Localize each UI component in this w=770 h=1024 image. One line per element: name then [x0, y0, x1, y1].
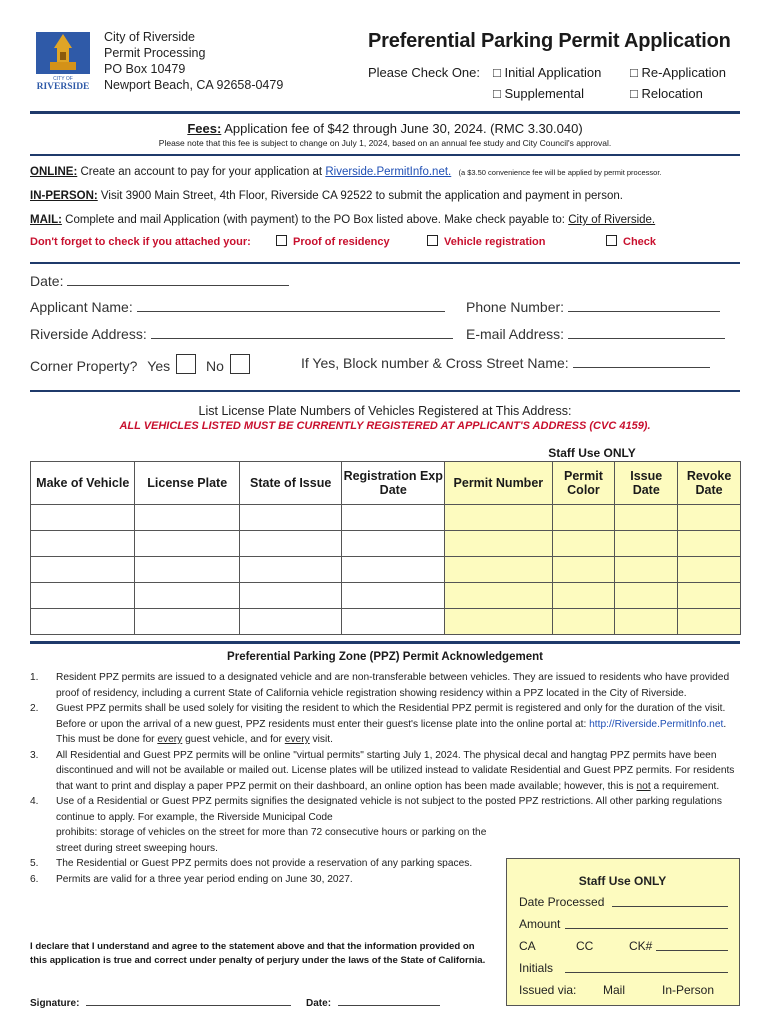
riverside-address-field[interactable] — [30, 326, 453, 342]
in-person-line — [30, 190, 623, 202]
issued-via-label: Issued via: — [519, 983, 577, 997]
cell-reg-exp[interactable] — [342, 583, 445, 609]
acknowledgement-title: Preferential Parking Zone (PPZ) Permit Acknowledgement — [227, 651, 543, 663]
cell-staff — [678, 531, 741, 557]
fees-line — [0, 121, 770, 136]
applicant-name-input-line[interactable] — [137, 299, 445, 312]
cell-staff — [445, 557, 552, 583]
table-row — [31, 583, 741, 609]
cell-staff — [445, 505, 552, 531]
staff-use-box — [506, 858, 740, 1006]
col-make-of-vehicle: Make of Vehicle — [31, 462, 135, 505]
cell-staff — [615, 609, 678, 635]
col-state-of-issue: State of Issue — [239, 462, 341, 505]
col-registration-exp-date: Registration Exp Date — [342, 462, 445, 505]
phone-input-line[interactable] — [568, 299, 720, 312]
cell-state[interactable] — [239, 609, 341, 635]
block-cross-street-input-line[interactable] — [573, 355, 710, 368]
ck-label: CK# — [629, 939, 653, 953]
vehicle-table — [30, 461, 741, 635]
corner-property-field — [30, 354, 250, 374]
cell-staff — [445, 531, 552, 557]
option-re-application[interactable]: □ Re-Application — [630, 65, 727, 80]
emphasis: every — [157, 734, 183, 745]
cell-staff — [445, 583, 552, 609]
cell-state[interactable] — [239, 583, 341, 609]
ck-line[interactable] — [656, 950, 728, 951]
item-text: . This must be done for — [56, 718, 727, 745]
checkbox[interactable] — [606, 235, 617, 246]
divider — [30, 154, 740, 156]
email-input-line[interactable] — [568, 326, 725, 339]
attach-proof-of-residency[interactable] — [276, 235, 390, 248]
vehicle-intro: List License Plate Numbers of Vehicles Registered at This Address: — [198, 404, 572, 418]
cell-staff — [678, 557, 741, 583]
attach-label: Check — [623, 236, 657, 248]
cell-staff — [552, 583, 615, 609]
applicant-name-label: Applicant Name: — [30, 299, 133, 315]
cell-state[interactable] — [239, 557, 341, 583]
block-cross-street-field[interactable] — [301, 355, 710, 371]
cell-make[interactable] — [31, 505, 135, 531]
item-number: 6. — [30, 873, 39, 885]
city-of-riverside-logo — [30, 28, 96, 94]
riverside-address-input-line[interactable] — [151, 326, 453, 339]
signature-date-input-line[interactable] — [338, 996, 440, 1006]
mailing-address — [104, 29, 283, 93]
item-text: Permits are valid for a three year period ending on June 30, 2027. — [56, 873, 353, 885]
address-line: Newport Beach, CA 92658-0479 — [104, 78, 284, 92]
cell-make[interactable] — [31, 531, 135, 557]
mail-label: MAIL: — [30, 214, 62, 226]
ca-label: CA — [519, 939, 536, 953]
email-label: E-mail Address: — [466, 326, 565, 342]
item-text: Guest PPZ permits shall be used solely for visiting the resident to which the Residential PPZ permit is registered and only for the duration of the visit. Before or upon the arrival of a new guest, PPZ residents must enter their guest's license plate into the online portal at: — [56, 703, 726, 730]
table-row — [31, 609, 741, 635]
cell-staff — [678, 583, 741, 609]
option-relocation[interactable]: □ Relocation — [630, 86, 703, 101]
mail-line — [30, 214, 655, 226]
item-text: Resident PPZ permits are issued to a designated vehicle and are non-transferable between vehicles. They are issued to residents who have provided proof of residency, including a current State of California vehicle registration showing residency within a PPZ located in the City of Riverside. — [56, 672, 730, 699]
corner-property-label: Corner Property? — [30, 358, 138, 374]
item-number: 1. — [30, 672, 39, 683]
attach-label: Proof of residency — [293, 236, 390, 248]
item-text: The Residential or Guest PPZ permits does not provide a reservation of any parking spaces. — [56, 858, 473, 869]
permit-portal-link[interactable]: Riverside.PermitInfo.net. — [325, 166, 452, 178]
mail-text: Complete and mail Application (with payment) to the PO Box listed above. Make check payable to: — [61, 214, 569, 226]
amount-line[interactable] — [565, 928, 728, 929]
staff-use-heading: Staff Use ONLY — [548, 446, 636, 460]
divider — [30, 641, 740, 644]
corner-no-checkbox[interactable] — [230, 354, 250, 374]
phone-field[interactable] — [466, 299, 720, 315]
emphasis: every — [284, 734, 310, 745]
phone-label: Phone Number: — [466, 299, 565, 315]
corner-yes-label: Yes — [147, 358, 171, 374]
logo-city-of: CITY OF — [53, 76, 73, 82]
fee-note: Please note that this fee is subject to change on July 1, 2024, based on an annual fee study and City Council's approval. — [158, 138, 612, 148]
attachment-reminder: Don't forget to check if you attached your: — [30, 236, 251, 248]
divider — [30, 262, 740, 264]
table-row — [31, 557, 741, 583]
in-person-label: IN-PERSON: — [30, 190, 98, 202]
item-number: 4. — [30, 796, 39, 807]
item-number: 3. — [30, 749, 39, 761]
amount-label: Amount — [519, 917, 561, 931]
email-field[interactable] — [466, 326, 725, 342]
divider — [30, 390, 740, 392]
cell-staff — [678, 609, 741, 635]
cell-plate[interactable] — [135, 505, 240, 531]
in-person-text: Visit 3900 Main Street, 4th Floor, Riverside CA 92522 to submit the application and payment in person. — [97, 190, 623, 202]
checkbox[interactable] — [276, 235, 287, 246]
cell-plate[interactable] — [135, 583, 240, 609]
table-row — [31, 505, 741, 531]
item-text: visit. — [309, 734, 333, 745]
address-line: PO Box 10479 — [104, 62, 186, 76]
list-item — [30, 670, 742, 701]
cell-staff — [678, 505, 741, 531]
issued-via-mail: Mail — [603, 983, 626, 997]
cell-staff — [615, 505, 678, 531]
item-number: 5. — [30, 858, 39, 869]
address-line: City of Riverside — [104, 30, 195, 44]
cell-reg-exp[interactable] — [342, 505, 445, 531]
cell-staff — [552, 609, 615, 635]
declaration: I declare that I understand and agree to the statement above and that the information provided on this application is true and correct under penalty of perjury under the laws of the State of California. — [30, 941, 486, 966]
signature-label: Signature: — [30, 998, 80, 1009]
list-item — [30, 748, 742, 795]
date-processed-line[interactable] — [612, 906, 728, 907]
date-field[interactable] — [30, 273, 289, 289]
col-permit-number: Permit Number — [445, 462, 552, 505]
check-one-label: Please Check One: — [368, 65, 481, 80]
divider — [30, 111, 740, 114]
item-text: guest vehicle, and for — [182, 734, 285, 745]
issued-via-in-person: In-Person — [662, 983, 715, 997]
signature-line — [30, 996, 440, 1009]
page-title: Preferential Parking Permit Application — [368, 30, 731, 52]
table-header-row — [31, 462, 741, 505]
attach-vehicle-registration[interactable] — [427, 235, 545, 248]
option-initial-application[interactable]: □ Initial Application — [493, 65, 602, 80]
option-supplemental[interactable]: □ Supplemental — [493, 86, 584, 101]
guest-portal-link[interactable]: http://Riverside.PermitInfo.net — [589, 718, 724, 730]
cc-label: CC — [576, 939, 594, 953]
cell-make[interactable] — [31, 557, 135, 583]
riverside-address-label: Riverside Address: — [30, 326, 147, 342]
table-row — [31, 531, 741, 557]
cell-make[interactable] — [31, 583, 135, 609]
initials-label: Initials — [519, 961, 554, 975]
online-line — [30, 166, 662, 178]
cell-staff — [615, 531, 678, 557]
acknowledgement-list — [30, 670, 742, 887]
online-label: ONLINE: — [30, 166, 78, 178]
cell-staff — [615, 557, 678, 583]
cell-staff — [445, 609, 552, 635]
item-text: a requirement. — [650, 780, 720, 792]
signature-input-line[interactable] — [86, 996, 291, 1006]
col-issue-date: Issue Date — [615, 462, 678, 505]
signature-date-label: Date: — [306, 998, 332, 1009]
mail-payee: City of Riverside. — [568, 214, 656, 226]
attach-check[interactable] — [606, 235, 656, 248]
cell-state[interactable] — [239, 505, 341, 531]
cell-reg-exp[interactable] — [342, 531, 445, 557]
item-text: prohibits: storage of vehicles on the street for more than 72 consecutive hours or parking on the street during street sweeping hours. — [56, 827, 487, 854]
col-license-plate: License Plate — [135, 462, 240, 505]
fees-label: Fees: — [187, 121, 222, 136]
address-line: Permit Processing — [104, 46, 206, 60]
cell-staff — [552, 531, 615, 557]
registration-warning: ALL VEHICLES LISTED MUST BE CURRENTLY REGISTERED AT APPLICANT'S ADDRESS (CVC 4159). — [119, 420, 651, 432]
online-note: (a $3.50 convenience fee will be applied by permit processor. — [458, 168, 662, 177]
item-text: All Residential and Guest PPZ permits will be online "virtual permits" starting July 1, 2024. The physical decal and hangtag PPZ permits have been discontinued and will not be available or mailed out. License plates will be utilized instead to validate Residential and Guest PPZ permits. For residents that want to print and display a paper PPZ permit on their dashboard, an online option has been made available; however, this is — [56, 749, 735, 792]
cell-plate[interactable] — [135, 609, 240, 635]
initials-line[interactable] — [565, 972, 728, 973]
cell-plate[interactable] — [135, 557, 240, 583]
date-processed-label: Date Processed — [519, 895, 605, 909]
cell-reg-exp[interactable] — [342, 557, 445, 583]
applicant-name-field[interactable] — [30, 299, 445, 315]
cell-reg-exp[interactable] — [342, 609, 445, 635]
cell-state[interactable] — [239, 531, 341, 557]
date-label: Date: — [30, 273, 64, 289]
staff-box-title: Staff Use ONLY — [578, 874, 667, 888]
corner-yes-checkbox[interactable] — [176, 354, 196, 374]
attach-label: Vehicle registration — [444, 236, 546, 248]
logo-riverside: RIVERSIDE — [36, 82, 90, 92]
list-item — [30, 794, 742, 856]
cell-staff — [552, 505, 615, 531]
cell-make[interactable] — [31, 609, 135, 635]
cell-staff — [615, 583, 678, 609]
list-item — [30, 701, 742, 748]
online-text: Create an account to pay for your application at — [77, 166, 326, 178]
checkbox[interactable] — [427, 235, 438, 246]
block-cross-street-label: If Yes, Block number & Cross Street Name: — [301, 355, 569, 371]
col-revoke-date: Revoke Date — [678, 462, 741, 505]
corner-no-label: No — [206, 358, 224, 374]
emphasis: not — [636, 780, 651, 792]
cell-plate[interactable] — [135, 531, 240, 557]
cell-staff — [552, 557, 615, 583]
col-permit-color: Permit Color — [552, 462, 615, 505]
item-number: 2. — [30, 703, 39, 714]
item-text: Use of a Residential or Guest PPZ permits signifies the designated vehicle is not subject to the posted PPZ restrictions. All other parking regulations continue to apply. For example, the Riverside Municipal Code — [56, 796, 722, 823]
date-input-line[interactable] — [67, 273, 289, 286]
fees-text: Application fee of $42 through June 30, 2024. (RMC 3.30.040) — [221, 121, 583, 136]
